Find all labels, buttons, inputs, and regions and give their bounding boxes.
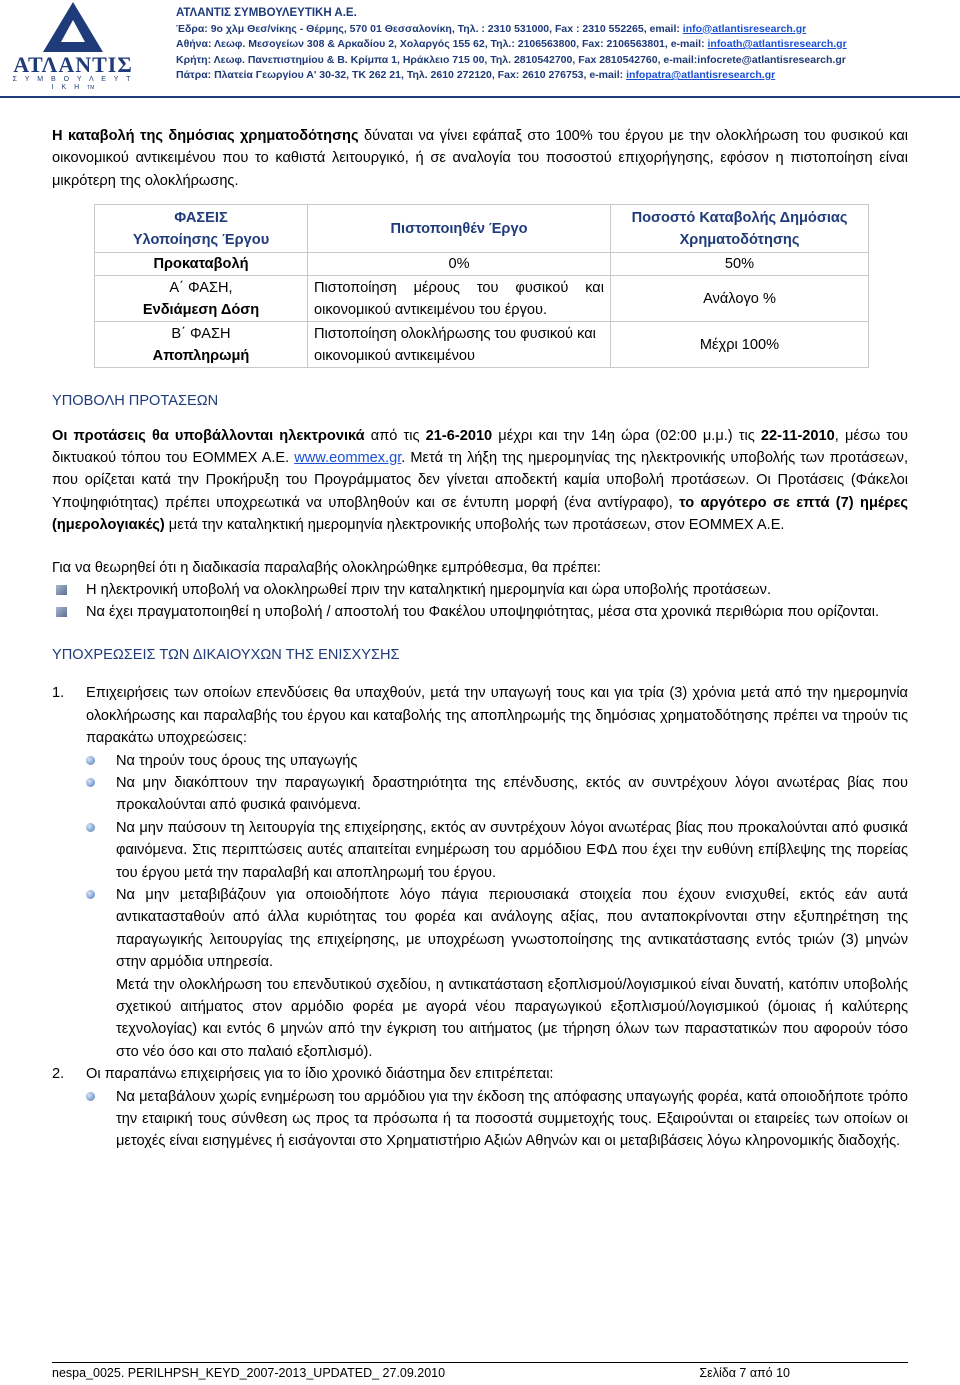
square-bullet-icon (56, 585, 67, 595)
contact-line-hq: Έδρα: 9ο χλμ Θεσ/νίκης - Θέρμης, 570 01 Θεσσαλονίκη, Τηλ. : 2310 531000, Fax : 2310 552265, email: info@atlantisresearch.gr (176, 22, 807, 35)
contact-line-athens: Αθήνα: Λεωφ. Μεσογείων 308 & Αρκαδίου 2, Χολαργός 155 62, Τηλ.: 2106563800, Fax: 2106563801, e-mail: infoath@atlantisresearch.gr (176, 38, 847, 50)
email-link-patra[interactable]: infopatra@atlantisresearch.gr (626, 69, 776, 81)
phase-cell: Β΄ ΦΑΣΗ Αποπληρωμή (95, 322, 308, 368)
list-item: Να έχει πραγματοποιηθεί η υποβολή / αποστολή του Φακέλου υποψηφιότητας, μέσα στα χρονικά περιθώρια που ορίζονται. (52, 601, 908, 623)
logo-text: ΑΤΛΑΝΤΙΣ (13, 52, 133, 77)
company-contact-block (176, 6, 956, 84)
square-bullet-icon (56, 607, 67, 617)
list-item: Να μην παύσουν τη λειτουργία της επιχείρησης, εκτός αν συντρέχουν λόγοι ανωτέρας βίας που προκαλούνται από φυσικά φαινόμενα. Στις περιπτώσεις αυτές απαιτείται ενημέρωση του αρμόδιου ΕΦΔ που έχει την ευθύνη επίβλεψης της πορείας του έργου μετά την παραλαβή και αποπληρωμή του έργου. (52, 817, 908, 884)
phase-cell: Α΄ ΦΑΣΗ, Ενδιάμεση Δόση (95, 276, 308, 322)
section-heading-submission: ΥΠΟΒΟΛΗ ΠΡΟΤΑΣΕΩΝ (52, 393, 219, 410)
header-divider (0, 96, 960, 98)
round-bullet-icon (86, 823, 95, 832)
email-link-info[interactable]: info@atlantisresearch.gr (682, 22, 807, 35)
col-header-payment-percentage: Ποσοστό Καταβολής Δημόσιας Χρηματοδότησης (611, 205, 869, 253)
section-heading-obligations: ΥΠΟΧΡΕΩΣΕΙΣ ΤΩΝ ΔΙΚΑΙΟΥΧΩΝ ΤΗΣ ΕΝΙΣΧΥΣΗΣ (52, 646, 400, 663)
table-row (95, 276, 869, 322)
percentage-cell: Ανάλογο % (611, 276, 869, 322)
document-filename: nespa_0025. PERILHPSH_KEYD_2007-2013_UPDATED_ 27.09.2010 (52, 1366, 446, 1380)
submission-paragraph: Οι προτάσεις θα υποβάλλονται ηλεκτρονικά από τις 21-6-2010 μέχρι και την 14η ώρα (02:00 μ.μ.) τις 22-11-2010, μέσω του δικτυακού τόπου του ΕΟΜΜΕΧ Α.Ε. www.eommex.gr. Μετά τη λήξη της ημερομηνίας της ηλεκτρονικής υποβολής των προτάσεων, που ορίζεται κατά την Προκήρυξη του Προγράμματος δεν γίνεται αποδεκτή καμία υποβολή προτάσεων. Οι Προτάσεις (Φάκελοι Υποψηφιότητας) πρέπει υποχρεωτικά να υποβληθούν και σε έντυπη μορφή (ένα αντίγραφο), το αργότερο σε επτά (7) ημέρες (ημερολογιακές) μετά την καταληκτική ημερομηνία ηλεκτρονικής υποβολής των προτάσεων, στον ΕΟΜΜΕΧ Α.Ε. (52, 427, 909, 534)
col-header-phases: ΦΑΣΕΙΣ Υλοποίησης Έργου (95, 205, 308, 253)
document-body (52, 125, 908, 1153)
round-bullet-icon (86, 756, 95, 765)
list-item: Να τηρούν τους όρους της υπαγωγής (52, 750, 908, 772)
certified-work-cell: Πιστοποίηση ολοκλήρωσης του φυσικού και οικονομικού αντικειμένου (308, 322, 611, 368)
letterhead (0, 0, 960, 100)
logo-triangle-icon (43, 2, 103, 52)
website-link[interactable]: www.eommex.gr (294, 450, 402, 467)
contact-line-patra: Πάτρα: Πλατεία Γεωργίου Α' 30-32, ΤΚ 262 21, Τηλ. 2610 272120, Fax: 2610 276753, e-mail: infopatra@atlantisresearch.gr (176, 69, 776, 81)
table-row (95, 253, 869, 276)
email-link-athens[interactable]: infoath@atlantisresearch.gr (707, 38, 847, 50)
percentage-cell: Μέχρι 100% (611, 322, 869, 368)
certified-work-cell: Πιστοποίηση μέρους του φυσικού και οικονομικού αντικειμένου του έργου. (308, 276, 611, 322)
logo-subtext: Σ Υ Μ Β Ο Υ Λ Ε Υ Τ Ι Κ Η TM (12, 76, 134, 91)
company-logo (8, 2, 138, 91)
intro-paragraph: Η καταβολή της δημόσιας χρηματοδότησης δύναται να γίνει εφάπαξ στο 100% του έργου με την ολοκλήρωση του φυσικού και οικονομικού αντικειμένου που το καθιστά λειτουργικό, ή σε αναλογία του ποσοστού επιχορήγησης, εφόσον η πιστοποίηση είναι μικρότερη της ολοκλήρωσης. (52, 128, 909, 189)
list-item: Να μην διακόπτουν την παραγωγική δραστηριότητα της επένδυσης, εκτός αν συντρέχουν λόγοι ανωτέρας βίας που προκαλούνται από φυσικά φαινόμενα. (52, 772, 908, 817)
footer-divider (52, 1362, 908, 1363)
timely-intro: Για να θεωρηθεί ότι η διαδικασία παραλαβής ολοκληρώθηκε εμπρόθεσμα, θα πρέπει: (52, 559, 601, 576)
certified-work-cell: 0% (308, 253, 611, 276)
numbered-item-2: 2. Οι παραπάνω επιχειρήσεις για το ίδιο χρονικό διάστημα δεν επιτρέπεται: (52, 1066, 554, 1083)
payment-phases-table (94, 204, 869, 368)
round-bullet-icon (86, 778, 95, 787)
percentage-cell: 50% (611, 253, 869, 276)
col-header-certified-work: Πιστοποιηθέν Έργο (308, 205, 611, 253)
round-bullet-icon (86, 890, 95, 899)
page-number: Σελίδα 7 από 10 (699, 1366, 790, 1380)
list-item: Να μεταβάλουν χωρίς ενημέρωση του αρμόδιου για την έκδοση της απόφασης υπαγωγής φορέα, κατά οποιοδήποτε τρόπο την εταιρική τους σύνθεση ως προς τα πρόσωπα ή τα ποσοστά συμμετοχής τους. Εξαιρούνται οι εταιρείες των οποίων οι μετοχές είναι εισηγμένες ή εισάγονται στο Χρηματιστήριο Αξιών Αθηνών και οι μεταβιβάσεις λόγω κληρονομικής διαδοχής. (52, 1086, 908, 1153)
phase-cell: Προκαταβολή (95, 253, 308, 276)
round-bullet-icon (86, 1092, 95, 1101)
table-row (95, 322, 869, 368)
list-item: Μετά την ολοκλήρωση του επενδυτικού σχεδίου, η αντικατάσταση εξοπλισμού/λογισμικού είναι δυνατή, κατόπιν υποβολής σχετικού αιτήματος στον αρμόδιο φορέα με αγορά νέου παραγωγικού εξοπλισμού/λογισμικού (όμοιας ή καλύτερης τεχνολογίας) και εντός 6 μηνών από την έγκριση του αιτήματος (με τήρηση όλων των παραστατικών που αφορούν τόσο στο νέο όσο και στο παλαιό εξοπλισμό). (116, 976, 908, 1060)
company-name: ΑΤΛΑΝΤΙΣ ΣΥΜΒΟΥΛΕΥΤΙΚΗ Α.Ε. (176, 7, 357, 19)
contact-line-crete: Κρήτη: Λεωφ. Πανεπιστημίου & Β. Κρίμπα 1, Ηράκλειο 715 00, Τηλ. 2810542700, Fax 2810542760, e-mail:infocrete@atlantisresearch.gr (176, 53, 846, 66)
list-item: Να μην μεταβιβάζουν για οποιοδήποτε λόγο πάγια περιουσιακά στοιχεία που έχουν ενισχυθεί, εκτός εάν αυτά αντικατασταθούν από άλλα κυριότητας του φορέα και ανάλογης αξίας, που ανταποκρίνονται στην εξυπηρέτηση της παραγωγικής λειτουργίας της επιχείρησης, με υποχρέωση γνωστοποίησης της αντικατάστασης εντός τριών (3) μηνών στην αρμόδια υπηρεσία. (52, 884, 908, 974)
numbered-item-1: 1. Επιχειρήσεις των οποίων επενδύσεις θα υπαχθούν, μετά την υπαγωγή τους και για τρία (3) χρόνια μετά από την ημερομηνία ολοκλήρωσης και παραλαβής του έργου και καταβολής της αποπληρωμής της δημόσιας χρηματοδότησης πρέπει να τηρούν τις παρακάτω υποχρεώσεις: (52, 685, 908, 747)
list-item: Η ηλεκτρονική υποβολή να ολοκληρωθεί πριν την καταληκτική ημερομηνία και ώρα υποβολής προτάσεων. (52, 579, 908, 601)
